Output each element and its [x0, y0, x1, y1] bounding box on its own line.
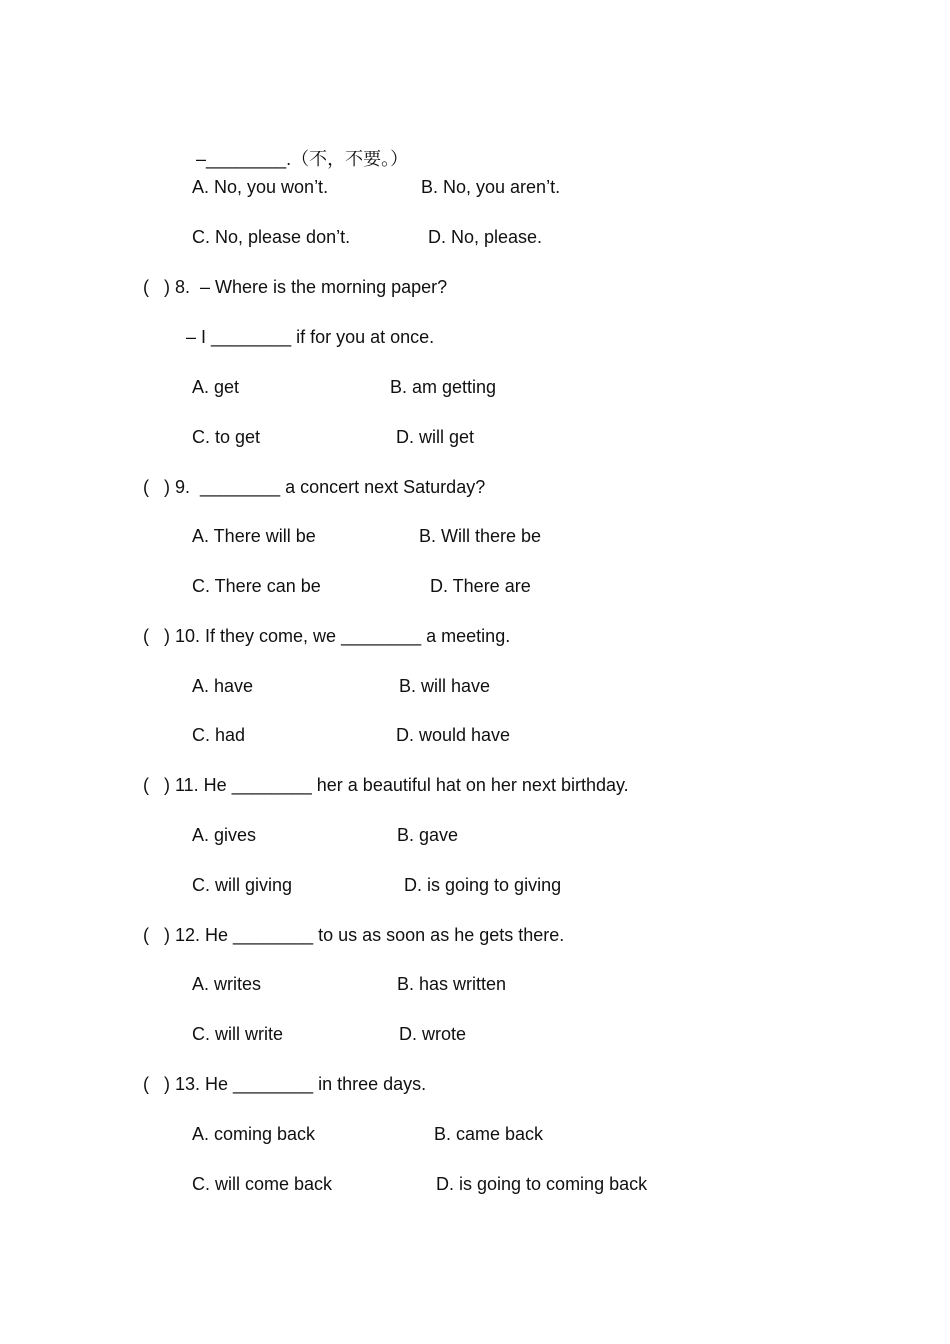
q10-option-b: B. will have — [399, 676, 491, 696]
q9-option-a: A. There will be — [192, 526, 316, 546]
q9-option-b: B. Will there be — [419, 526, 542, 546]
q8-option-b: B. am getting — [390, 377, 497, 397]
q13-option-b: B. came back — [434, 1124, 544, 1144]
q10-question: ( ) 10. If they come, we ________ a meeting. — [143, 626, 511, 646]
q12-option-a: A. writes — [192, 974, 262, 994]
q13-option-a: A. coming back — [192, 1124, 316, 1144]
q7-option-b: B. No, you aren’t. — [421, 177, 561, 197]
q9-option-d: D. There are — [430, 576, 531, 596]
q9-question: ( ) 9. ________ a concert next Saturday? — [143, 477, 486, 497]
q8-option-c: C. to get — [192, 427, 261, 447]
q11-question: ( ) 11. He ________ her a beautiful hat on her next birthday. — [143, 775, 629, 795]
q11-option-a: A. gives — [192, 825, 257, 845]
q12-option-c: C. will write — [192, 1024, 284, 1044]
q12-option-d: D. wrote — [399, 1024, 467, 1044]
q7-option-d: D. No, please. — [428, 227, 543, 247]
q12-option-b: B. has written — [397, 974, 507, 994]
q10-option-c: C. had — [192, 725, 246, 745]
q8-question: ( ) 8. – Where is the morning paper? — [143, 277, 448, 297]
q13-option-d: D. is going to coming back — [436, 1174, 648, 1194]
q8-option-d: D. will get — [396, 427, 475, 447]
q13-option-c: C. will come back — [192, 1174, 333, 1194]
q11-option-c: C. will giving — [192, 875, 293, 895]
q7-option-c: C. No, please don’t. — [192, 227, 351, 247]
q12-question: ( ) 12. He ________ to us as soon as he gets there. — [143, 925, 565, 945]
q7-answer-hint: （不，不要。） — [291, 149, 409, 170]
q7-answer-prompt: –________. — [196, 149, 292, 169]
q7-answer-line — [186, 126, 409, 170]
q8-answer-line: – I ________ if for you at once. — [186, 327, 435, 347]
q13-question: ( ) 13. He ________ in three days. — [143, 1074, 427, 1094]
q8-option-a: A. get — [192, 377, 240, 397]
q10-option-d: D. would have — [396, 725, 511, 745]
q7-option-a: A. No, you won’t. — [192, 177, 329, 197]
q11-option-b: B. gave — [397, 825, 459, 845]
q10-option-a: A. have — [192, 676, 254, 696]
q11-option-d: D. is going to giving — [404, 875, 562, 895]
q9-option-c: C. There can be — [192, 576, 321, 596]
